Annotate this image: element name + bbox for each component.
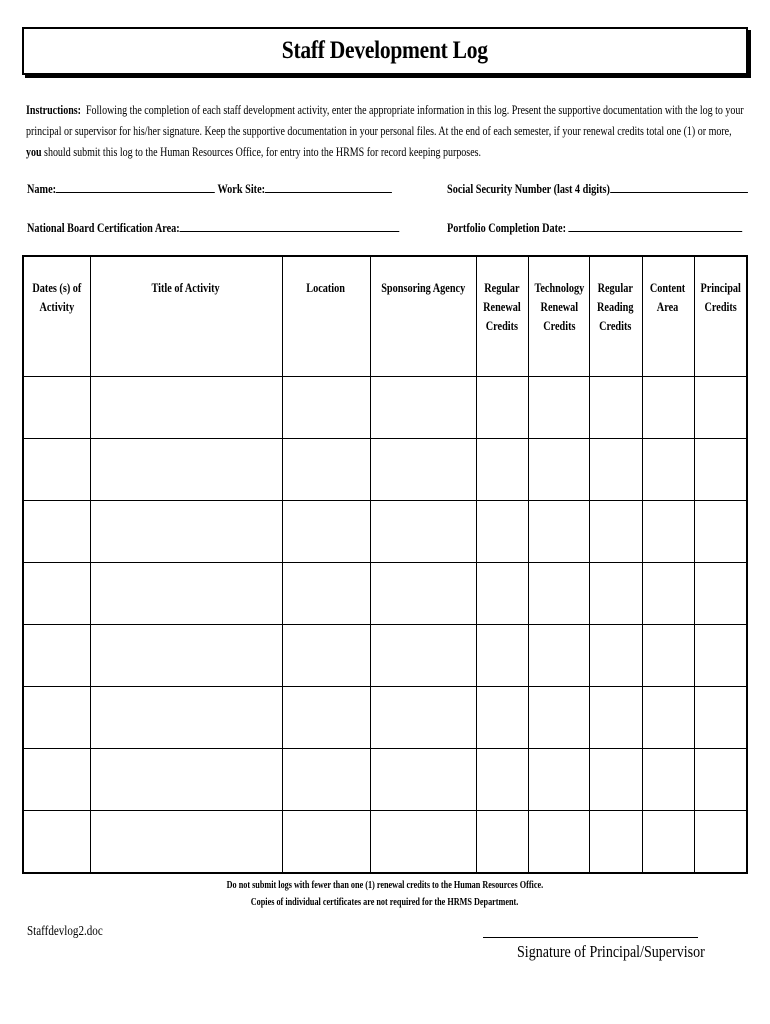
table-cell[interactable] — [528, 625, 589, 687]
table-cell[interactable] — [642, 749, 694, 811]
instructions-text-end: should submit this log to the Human Resources Office, for entry into the HRMS for record keeping purposes. — [41, 145, 482, 159]
table-cell[interactable] — [694, 687, 747, 749]
instructions — [26, 100, 746, 163]
table-cell[interactable] — [642, 811, 694, 874]
table-cell[interactable] — [589, 625, 642, 687]
table-cell[interactable] — [642, 563, 694, 625]
table-row — [23, 501, 747, 563]
nbc-label: National Board Certification Area: — [27, 221, 180, 235]
table-header-row — [23, 256, 747, 377]
table-cell[interactable] — [589, 687, 642, 749]
work-site-blank[interactable] — [265, 181, 392, 193]
table-cell[interactable] — [90, 687, 282, 749]
name-field — [27, 181, 392, 197]
table-cell[interactable] — [476, 563, 528, 625]
table-cell[interactable] — [694, 625, 747, 687]
table-cell[interactable] — [528, 501, 589, 563]
table-cell[interactable] — [528, 377, 589, 439]
col-header-sponsoring-agency: Sponsoring Agency — [370, 256, 476, 377]
table-cell[interactable] — [282, 501, 370, 563]
table-cell[interactable] — [694, 811, 747, 874]
table-cell[interactable] — [589, 811, 642, 874]
ssn-label: Social Security Number (last 4 digits) — [447, 182, 610, 196]
signature-line[interactable] — [483, 937, 698, 938]
work-site-label: Work Site: — [217, 182, 266, 196]
table-cell[interactable] — [476, 625, 528, 687]
table-cell[interactable] — [23, 377, 90, 439]
table-cell[interactable] — [370, 811, 476, 874]
table-cell[interactable] — [476, 377, 528, 439]
ssn-field — [447, 181, 748, 197]
col-header-regular-renewal: Regular Renewal Credits — [476, 256, 528, 377]
table-row — [23, 563, 747, 625]
footer-note-1: Do not submit logs with fewer than one (1) renewal credits to the Human Resources Office. — [226, 880, 544, 891]
ssn-blank[interactable] — [610, 181, 748, 193]
table-cell[interactable] — [90, 811, 282, 874]
table-row — [23, 625, 747, 687]
table-cell[interactable] — [282, 687, 370, 749]
table-cell[interactable] — [642, 439, 694, 501]
table-cell[interactable] — [282, 625, 370, 687]
table-cell[interactable] — [476, 439, 528, 501]
table-cell[interactable] — [589, 501, 642, 563]
name-label: Name: — [27, 182, 57, 196]
signature-label: Signature of Principal/Supervisor — [517, 942, 705, 961]
table-cell[interactable] — [370, 439, 476, 501]
table-cell[interactable] — [90, 439, 282, 501]
table-cell[interactable] — [370, 377, 476, 439]
table-cell[interactable] — [642, 501, 694, 563]
table-cell[interactable] — [694, 749, 747, 811]
table-cell[interactable] — [370, 563, 476, 625]
table-cell[interactable] — [282, 439, 370, 501]
table-row — [23, 439, 747, 501]
table-cell[interactable] — [282, 811, 370, 874]
table-cell[interactable] — [642, 625, 694, 687]
title-box — [22, 27, 748, 75]
nbc-blank[interactable] — [180, 220, 400, 232]
table-cell[interactable] — [528, 563, 589, 625]
table-cell[interactable] — [694, 377, 747, 439]
table-cell[interactable] — [528, 811, 589, 874]
name-blank[interactable] — [56, 181, 215, 193]
table-cell[interactable] — [476, 811, 528, 874]
table-cell[interactable] — [528, 749, 589, 811]
table-cell[interactable] — [476, 687, 528, 749]
table-cell[interactable] — [23, 563, 90, 625]
table-cell[interactable] — [589, 563, 642, 625]
table-row — [23, 749, 747, 811]
table-cell[interactable] — [589, 439, 642, 501]
portfolio-label: Portfolio Completion Date: — [447, 221, 569, 235]
table-cell[interactable] — [476, 749, 528, 811]
table-cell[interactable] — [90, 501, 282, 563]
table-cell[interactable] — [694, 501, 747, 563]
table-cell[interactable] — [642, 377, 694, 439]
table-cell[interactable] — [90, 625, 282, 687]
table-cell[interactable] — [370, 749, 476, 811]
portfolio-field — [447, 220, 742, 236]
table-row — [23, 377, 747, 439]
table-cell[interactable] — [282, 563, 370, 625]
instructions-text: Following the completion of each staff development activity, enter the appropriate information in this log. Present the supportive documentation with the log to your principal or supervisor for his/her signature. Keep the supportive documentation in your personal files. At the end of each semester, if your renewal credits total one (1) or more, — [26, 103, 744, 138]
col-header-regular-reading: Regular Reading Credits — [589, 256, 642, 377]
table-cell[interactable] — [589, 377, 642, 439]
log-table — [22, 255, 748, 874]
table-cell[interactable] — [476, 501, 528, 563]
table-row — [23, 687, 747, 749]
table-cell[interactable] — [370, 625, 476, 687]
table-cell[interactable] — [23, 811, 90, 874]
col-header-technology-renewal: Technology Renewal Credits — [528, 256, 589, 377]
page-title: Staff Development Log — [282, 37, 488, 64]
table-cell[interactable] — [90, 377, 282, 439]
table-cell[interactable] — [370, 501, 476, 563]
table-cell[interactable] — [23, 501, 90, 563]
nbc-field — [27, 220, 399, 236]
table-cell[interactable] — [282, 377, 370, 439]
instructions-bold-word: you — [26, 145, 42, 159]
instructions-label: Instructions: — [26, 103, 81, 117]
table-cell[interactable] — [694, 439, 747, 501]
table-cell[interactable] — [23, 687, 90, 749]
footer-note-2: Copies of individual certificates are not required for the HRMS Department. — [251, 897, 519, 908]
table-cell[interactable] — [370, 687, 476, 749]
table-cell[interactable] — [694, 563, 747, 625]
col-header-dates: Dates (s) of Activity — [23, 256, 90, 377]
filename: Staffdevlog2.doc — [27, 923, 103, 938]
col-header-content-area: Content Area — [642, 256, 694, 377]
table-cell[interactable] — [90, 563, 282, 625]
table-cell[interactable] — [23, 625, 90, 687]
col-header-principal-credits: Principal Credits — [694, 256, 747, 377]
table-cell[interactable] — [23, 749, 90, 811]
col-header-title: Title of Activity — [90, 256, 282, 377]
col-header-location: Location — [282, 256, 370, 377]
table-cell[interactable] — [282, 749, 370, 811]
table-cell[interactable] — [528, 439, 589, 501]
table-row — [23, 811, 747, 874]
portfolio-blank[interactable] — [569, 220, 743, 232]
table-cell[interactable] — [528, 687, 589, 749]
table-cell[interactable] — [23, 439, 90, 501]
table-cell[interactable] — [642, 687, 694, 749]
table-cell[interactable] — [90, 749, 282, 811]
table-cell[interactable] — [589, 749, 642, 811]
